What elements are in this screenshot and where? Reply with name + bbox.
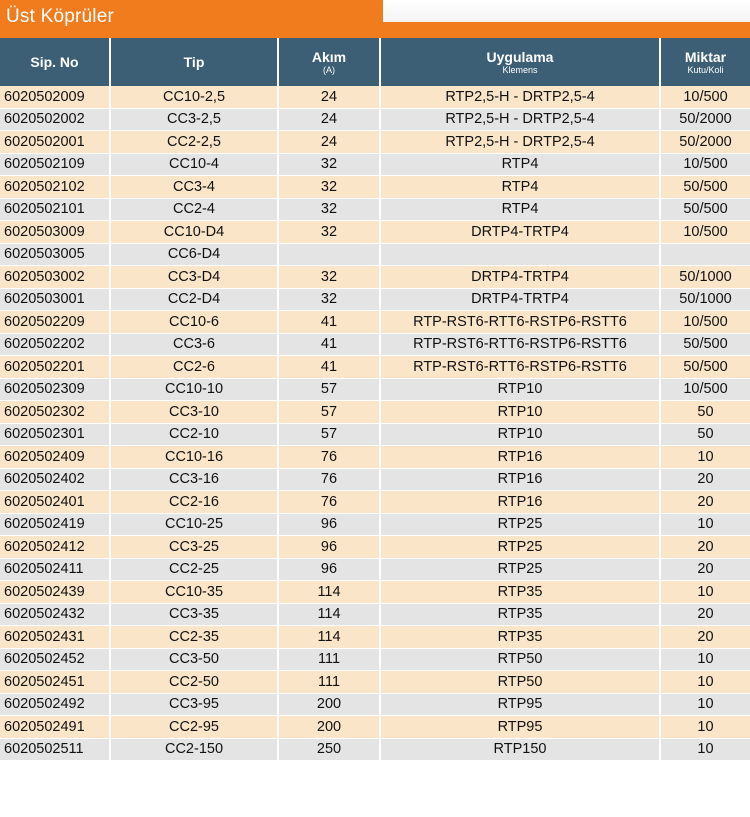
cell-uygulama: RTP50 (380, 671, 660, 694)
header-miktar: Miktar Kutu/Koli (660, 38, 750, 86)
cell-akim: 76 (278, 491, 380, 514)
cell-uygulama: RTP150 (380, 738, 660, 761)
cell-miktar: 10 (660, 738, 750, 761)
header-miktar-sub: Kutu/Koli (687, 65, 724, 75)
table-row (0, 536, 750, 559)
cell-uygulama: RTP10 (380, 378, 660, 401)
cell-akim (278, 243, 380, 266)
cell-tip: CC10-10 (110, 378, 278, 401)
cell-sip-no: 6020502412 (0, 536, 110, 559)
cell-miktar: 50 (660, 401, 750, 424)
cell-miktar: 20 (660, 626, 750, 649)
cell-miktar: 50/1000 (660, 266, 750, 289)
header-tip: Tip (110, 38, 278, 86)
cell-uygulama: RTP-RST6-RTT6-RSTP6-RSTT6 (380, 333, 660, 356)
cell-tip: CC3-4 (110, 176, 278, 199)
cell-sip-no: 6020502009 (0, 86, 110, 108)
cell-uygulama: RTP16 (380, 446, 660, 469)
table-row (0, 288, 750, 311)
table-row (0, 86, 750, 108)
cell-sip-no: 6020502102 (0, 176, 110, 199)
cell-uygulama: RTP10 (380, 423, 660, 446)
cell-akim: 41 (278, 356, 380, 379)
cell-miktar: 10 (660, 671, 750, 694)
cell-tip: CC2-150 (110, 738, 278, 761)
cell-sip-no: 6020502002 (0, 108, 110, 131)
cell-miktar: 50/500 (660, 356, 750, 379)
table-row (0, 243, 750, 266)
cell-miktar: 10 (660, 581, 750, 604)
cell-sip-no: 6020502419 (0, 513, 110, 536)
cell-sip-no: 6020503005 (0, 243, 110, 266)
cell-tip: CC2-2,5 (110, 131, 278, 154)
products-table (0, 38, 750, 761)
cell-miktar (660, 243, 750, 266)
table-row (0, 491, 750, 514)
cell-akim: 41 (278, 311, 380, 334)
cell-uygulama: RTP95 (380, 716, 660, 739)
cell-akim: 57 (278, 378, 380, 401)
cell-uygulama: DRTP4-TRTP4 (380, 221, 660, 244)
cell-uygulama: RTP25 (380, 513, 660, 536)
cell-tip: CC2-50 (110, 671, 278, 694)
cell-tip: CC2-16 (110, 491, 278, 514)
cell-uygulama: RTP4 (380, 176, 660, 199)
cell-tip: CC10-35 (110, 581, 278, 604)
title-bar (0, 0, 750, 38)
cell-miktar: 10/500 (660, 221, 750, 244)
cell-tip: CC6-D4 (110, 243, 278, 266)
cell-tip: CC3-95 (110, 693, 278, 716)
table-row (0, 333, 750, 356)
cell-miktar: 10 (660, 648, 750, 671)
table-row (0, 558, 750, 581)
table-body (0, 86, 750, 761)
cell-tip: CC3-D4 (110, 266, 278, 289)
cell-sip-no: 6020502101 (0, 198, 110, 221)
cell-miktar: 10/500 (660, 86, 750, 108)
table-row (0, 446, 750, 469)
table-row (0, 648, 750, 671)
cell-miktar: 20 (660, 491, 750, 514)
cell-uygulama: RTP35 (380, 581, 660, 604)
cell-miktar: 10/500 (660, 311, 750, 334)
cell-uygulama: RTP50 (380, 648, 660, 671)
table-row (0, 671, 750, 694)
cell-akim: 32 (278, 266, 380, 289)
cell-uygulama: RTP25 (380, 558, 660, 581)
cell-sip-no: 6020502411 (0, 558, 110, 581)
cell-miktar: 10 (660, 513, 750, 536)
header-akim: Akım (A) (278, 38, 380, 86)
cell-akim: 200 (278, 693, 380, 716)
table-row (0, 716, 750, 739)
cell-uygulama: RTP16 (380, 468, 660, 491)
cell-sip-no: 6020502401 (0, 491, 110, 514)
cell-sip-no: 6020502202 (0, 333, 110, 356)
cell-tip: CC3-2,5 (110, 108, 278, 131)
table-row (0, 693, 750, 716)
cell-akim: 114 (278, 626, 380, 649)
header-akim-unit: (A) (323, 65, 335, 75)
cell-tip: CC2-10 (110, 423, 278, 446)
cell-uygulama: RTP35 (380, 603, 660, 626)
cell-miktar: 20 (660, 468, 750, 491)
cell-akim: 24 (278, 108, 380, 131)
cell-uygulama: RTP35 (380, 626, 660, 649)
cell-uygulama: RTP2,5-H - DRTP2,5-4 (380, 131, 660, 154)
title-banner-decoration (383, 0, 750, 22)
cell-miktar: 50 (660, 423, 750, 446)
cell-tip: CC10-D4 (110, 221, 278, 244)
cell-miktar: 50/2000 (660, 108, 750, 131)
cell-miktar: 20 (660, 603, 750, 626)
table-header-row (0, 38, 750, 86)
cell-tip: CC3-16 (110, 468, 278, 491)
cell-miktar: 10/500 (660, 378, 750, 401)
cell-uygulama: RTP-RST6-RTT6-RSTP6-RSTT6 (380, 356, 660, 379)
cell-uygulama: RTP95 (380, 693, 660, 716)
cell-sip-no: 6020503002 (0, 266, 110, 289)
cell-uygulama: RTP2,5-H - DRTP2,5-4 (380, 108, 660, 131)
cell-akim: 114 (278, 603, 380, 626)
cell-akim: 32 (278, 221, 380, 244)
cell-sip-no: 6020502511 (0, 738, 110, 761)
cell-sip-no: 6020502432 (0, 603, 110, 626)
cell-uygulama: RTP2,5-H - DRTP2,5-4 (380, 86, 660, 108)
table-row (0, 378, 750, 401)
cell-uygulama: RTP25 (380, 536, 660, 559)
cell-sip-no: 6020502201 (0, 356, 110, 379)
cell-akim: 76 (278, 468, 380, 491)
cell-tip: CC10-4 (110, 153, 278, 176)
table-row (0, 423, 750, 446)
cell-miktar: 20 (660, 536, 750, 559)
cell-uygulama: RTP10 (380, 401, 660, 424)
table-row (0, 153, 750, 176)
cell-tip: CC2-6 (110, 356, 278, 379)
cell-tip: CC2-25 (110, 558, 278, 581)
cell-uygulama: RTP-RST6-RTT6-RSTP6-RSTT6 (380, 311, 660, 334)
cell-akim: 24 (278, 131, 380, 154)
table-row (0, 738, 750, 761)
cell-akim: 57 (278, 401, 380, 424)
table-row (0, 356, 750, 379)
table-row (0, 401, 750, 424)
cell-sip-no: 6020502409 (0, 446, 110, 469)
cell-sip-no: 6020502001 (0, 131, 110, 154)
cell-sip-no: 6020502492 (0, 693, 110, 716)
cell-akim: 96 (278, 513, 380, 536)
cell-sip-no: 6020502452 (0, 648, 110, 671)
cell-uygulama: RTP4 (380, 198, 660, 221)
cell-miktar: 50/500 (660, 333, 750, 356)
cell-akim: 32 (278, 198, 380, 221)
cell-sip-no: 6020502439 (0, 581, 110, 604)
cell-akim: 32 (278, 153, 380, 176)
cell-uygulama: DRTP4-TRTP4 (380, 288, 660, 311)
table-row (0, 176, 750, 199)
header-sip-no: Sip. No (0, 38, 110, 86)
cell-akim: 32 (278, 288, 380, 311)
cell-uygulama: DRTP4-TRTP4 (380, 266, 660, 289)
cell-sip-no: 6020502109 (0, 153, 110, 176)
table-row (0, 108, 750, 131)
cell-miktar: 50/500 (660, 198, 750, 221)
table-row (0, 626, 750, 649)
cell-uygulama: RTP16 (380, 491, 660, 514)
cell-akim: 111 (278, 671, 380, 694)
cell-uygulama: RTP4 (380, 153, 660, 176)
cell-tip: CC3-35 (110, 603, 278, 626)
cell-miktar: 50/500 (660, 176, 750, 199)
cell-miktar: 10 (660, 716, 750, 739)
table-row (0, 581, 750, 604)
cell-sip-no: 6020503001 (0, 288, 110, 311)
cell-uygulama (380, 243, 660, 266)
cell-tip: CC10-2,5 (110, 86, 278, 108)
cell-sip-no: 6020502209 (0, 311, 110, 334)
cell-tip: CC10-16 (110, 446, 278, 469)
cell-miktar: 10 (660, 693, 750, 716)
cell-akim: 114 (278, 581, 380, 604)
cell-miktar: 10 (660, 446, 750, 469)
cell-sip-no: 6020502302 (0, 401, 110, 424)
cell-akim: 96 (278, 536, 380, 559)
cell-sip-no: 6020502431 (0, 626, 110, 649)
cell-sip-no: 6020502301 (0, 423, 110, 446)
cell-tip: CC3-10 (110, 401, 278, 424)
cell-sip-no: 6020502451 (0, 671, 110, 694)
page-title: Üst Köprüler (6, 6, 114, 27)
cell-akim: 41 (278, 333, 380, 356)
cell-tip: CC3-25 (110, 536, 278, 559)
cell-tip: CC2-D4 (110, 288, 278, 311)
cell-akim: 76 (278, 446, 380, 469)
cell-miktar: 50/2000 (660, 131, 750, 154)
table-row (0, 513, 750, 536)
cell-sip-no: 6020502309 (0, 378, 110, 401)
cell-akim: 111 (278, 648, 380, 671)
cell-miktar: 20 (660, 558, 750, 581)
table-row (0, 198, 750, 221)
header-uygulama: Uygulama Klemens (380, 38, 660, 86)
header-uygulama-sub: Klemens (502, 65, 538, 75)
cell-akim: 200 (278, 716, 380, 739)
cell-sip-no: 6020502491 (0, 716, 110, 739)
cell-tip: CC3-6 (110, 333, 278, 356)
table-row (0, 266, 750, 289)
cell-tip: CC2-35 (110, 626, 278, 649)
cell-akim: 32 (278, 176, 380, 199)
cell-tip: CC2-95 (110, 716, 278, 739)
cell-akim: 57 (278, 423, 380, 446)
cell-akim: 250 (278, 738, 380, 761)
cell-tip: CC10-6 (110, 311, 278, 334)
table-row (0, 603, 750, 626)
cell-sip-no: 6020503009 (0, 221, 110, 244)
table-row (0, 468, 750, 491)
cell-akim: 24 (278, 86, 380, 108)
cell-miktar: 50/1000 (660, 288, 750, 311)
table-row (0, 131, 750, 154)
table-row (0, 311, 750, 334)
cell-sip-no: 6020502402 (0, 468, 110, 491)
cell-miktar: 10/500 (660, 153, 750, 176)
cell-tip: CC2-4 (110, 198, 278, 221)
cell-akim: 96 (278, 558, 380, 581)
table-row (0, 221, 750, 244)
cell-tip: CC10-25 (110, 513, 278, 536)
cell-tip: CC3-50 (110, 648, 278, 671)
